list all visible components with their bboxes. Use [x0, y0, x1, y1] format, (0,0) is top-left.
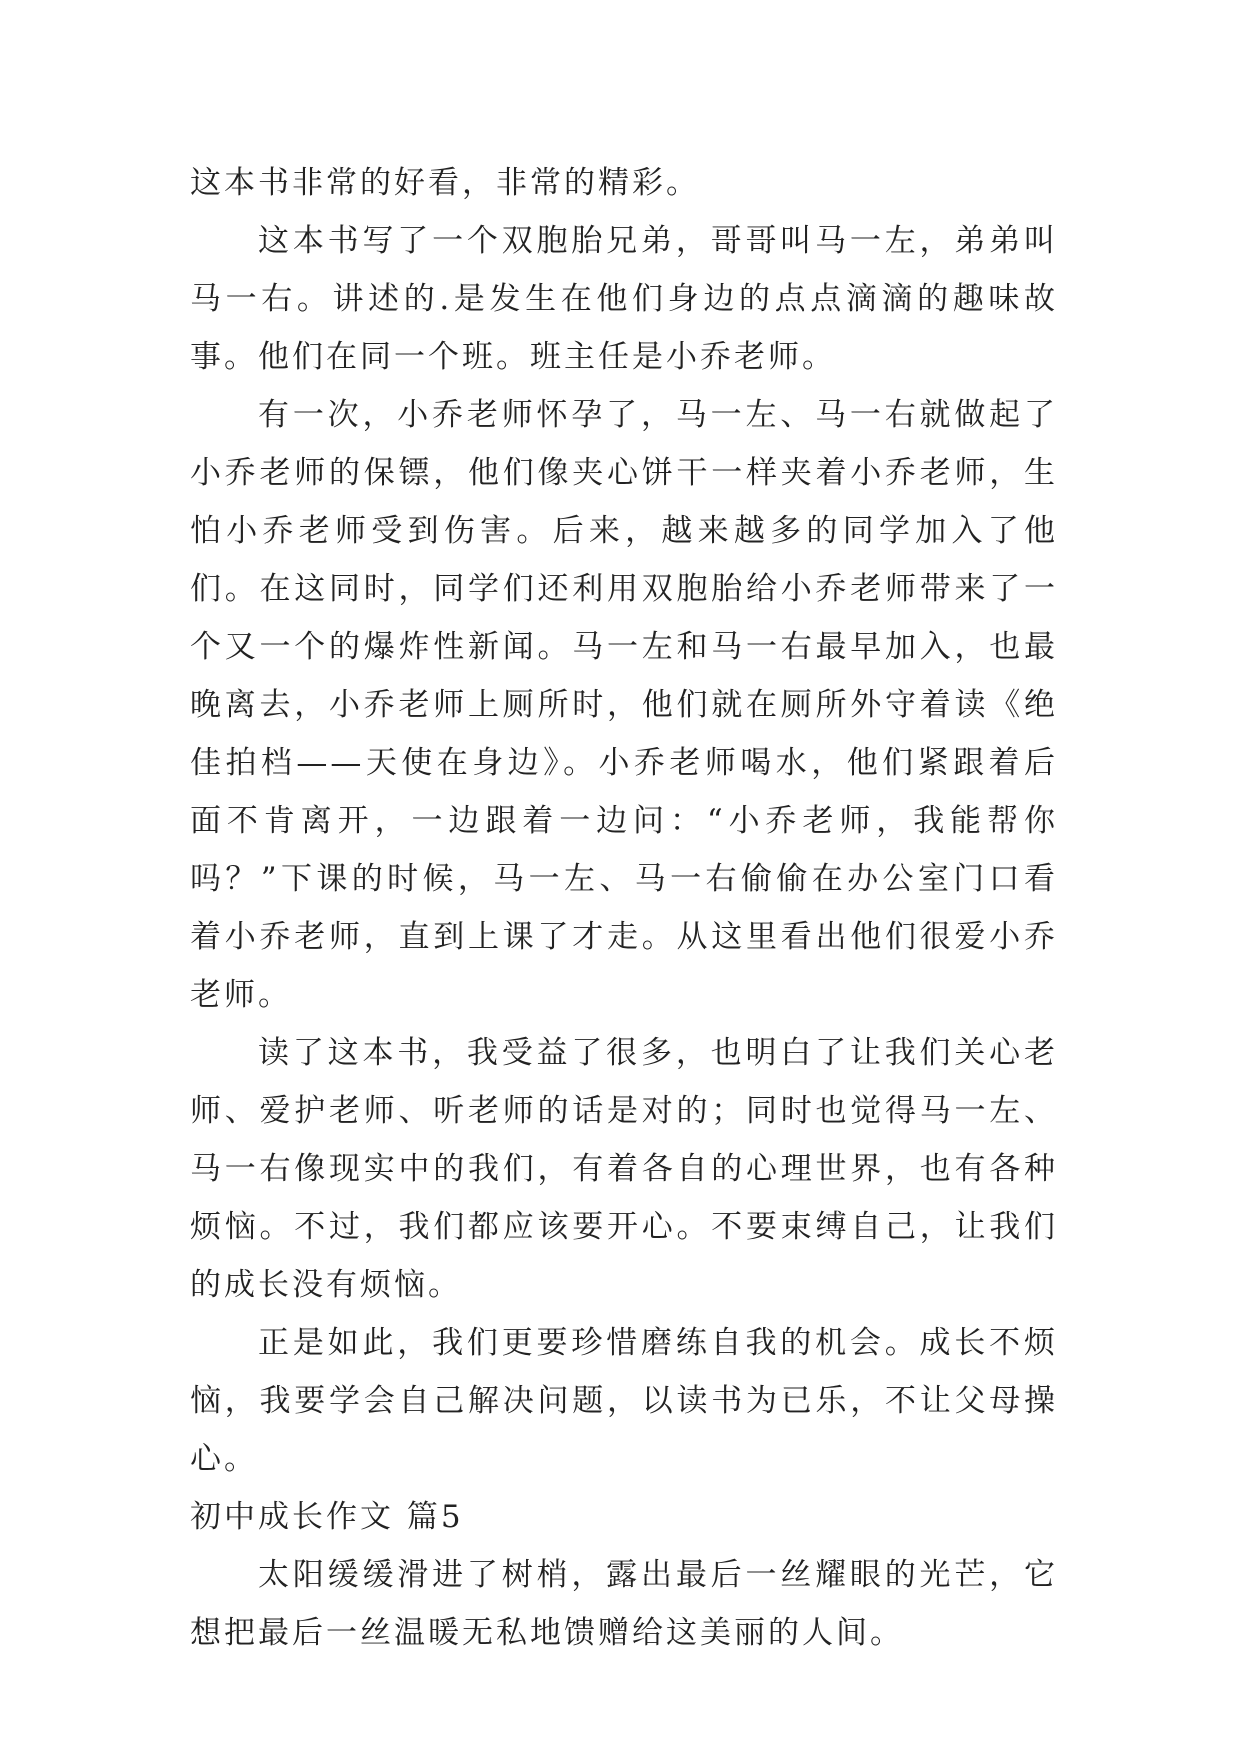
- document-page: [190, 154, 1058, 1662]
- paragraph-6: 太阳缓缓滑进了树梢，露出最后一丝耀眼的光芒，它想把最后一丝温暖无私地馈赠给这美丽的人间。: [190, 1557, 1058, 1651]
- paragraph-4: 读了这本书，我受益了很多，也明白了让我们关心老师、爱护老师、听老师的话是对的；同时也觉得马一左、马一右像现实中的我们，有着各自的心理世界，也有各种烦恼。不过，我们都应该要开心。不要束缚自己，让我们的成长没有烦恼。: [190, 1035, 1058, 1303]
- paragraph-5: 正是如此，我们更要珍惜磨练自我的机会。成长不烦恼，我要学会自己解决问题，以读书为已乐，不让父母操心。: [190, 1325, 1058, 1477]
- paragraph-1: 这本书非常的好看，非常的精彩。: [190, 165, 700, 201]
- section-heading: 初中成长作文 篇5: [190, 1499, 464, 1535]
- paragraph-2: 这本书写了一个双胞胎兄弟，哥哥叫马一左，弟弟叫马一右。讲述的.是发生在他们身边的点点滴滴的趣味故事。他们在同一个班。班主任是小乔老师。: [190, 223, 1058, 375]
- paragraph-3: 有一次，小乔老师怀孕了，马一左、马一右就做起了小乔老师的保镖，他们像夹心饼干一样夹着小乔老师，生怕小乔老师受到伤害。后来，越来越多的同学加入了他们。在这同时，同学们还利用双胞胎给小乔老师带来了一个又一个的爆炸性新闻。马一左和马一右最早加入，也最晚离去，小乔老师上厕所时，他们就在厕所外守着读《绝佳拍档——天使在身边》。小乔老师喝水，他们紧跟着后面不肯离开，一边跟着一边问：“小乔老师，我能帮你吗？”下课的时候，马一左、马一右偷偷在办公室门口看着小乔老师，直到上课了才走。从这里看出他们很爱小乔老师。: [190, 397, 1058, 1013]
